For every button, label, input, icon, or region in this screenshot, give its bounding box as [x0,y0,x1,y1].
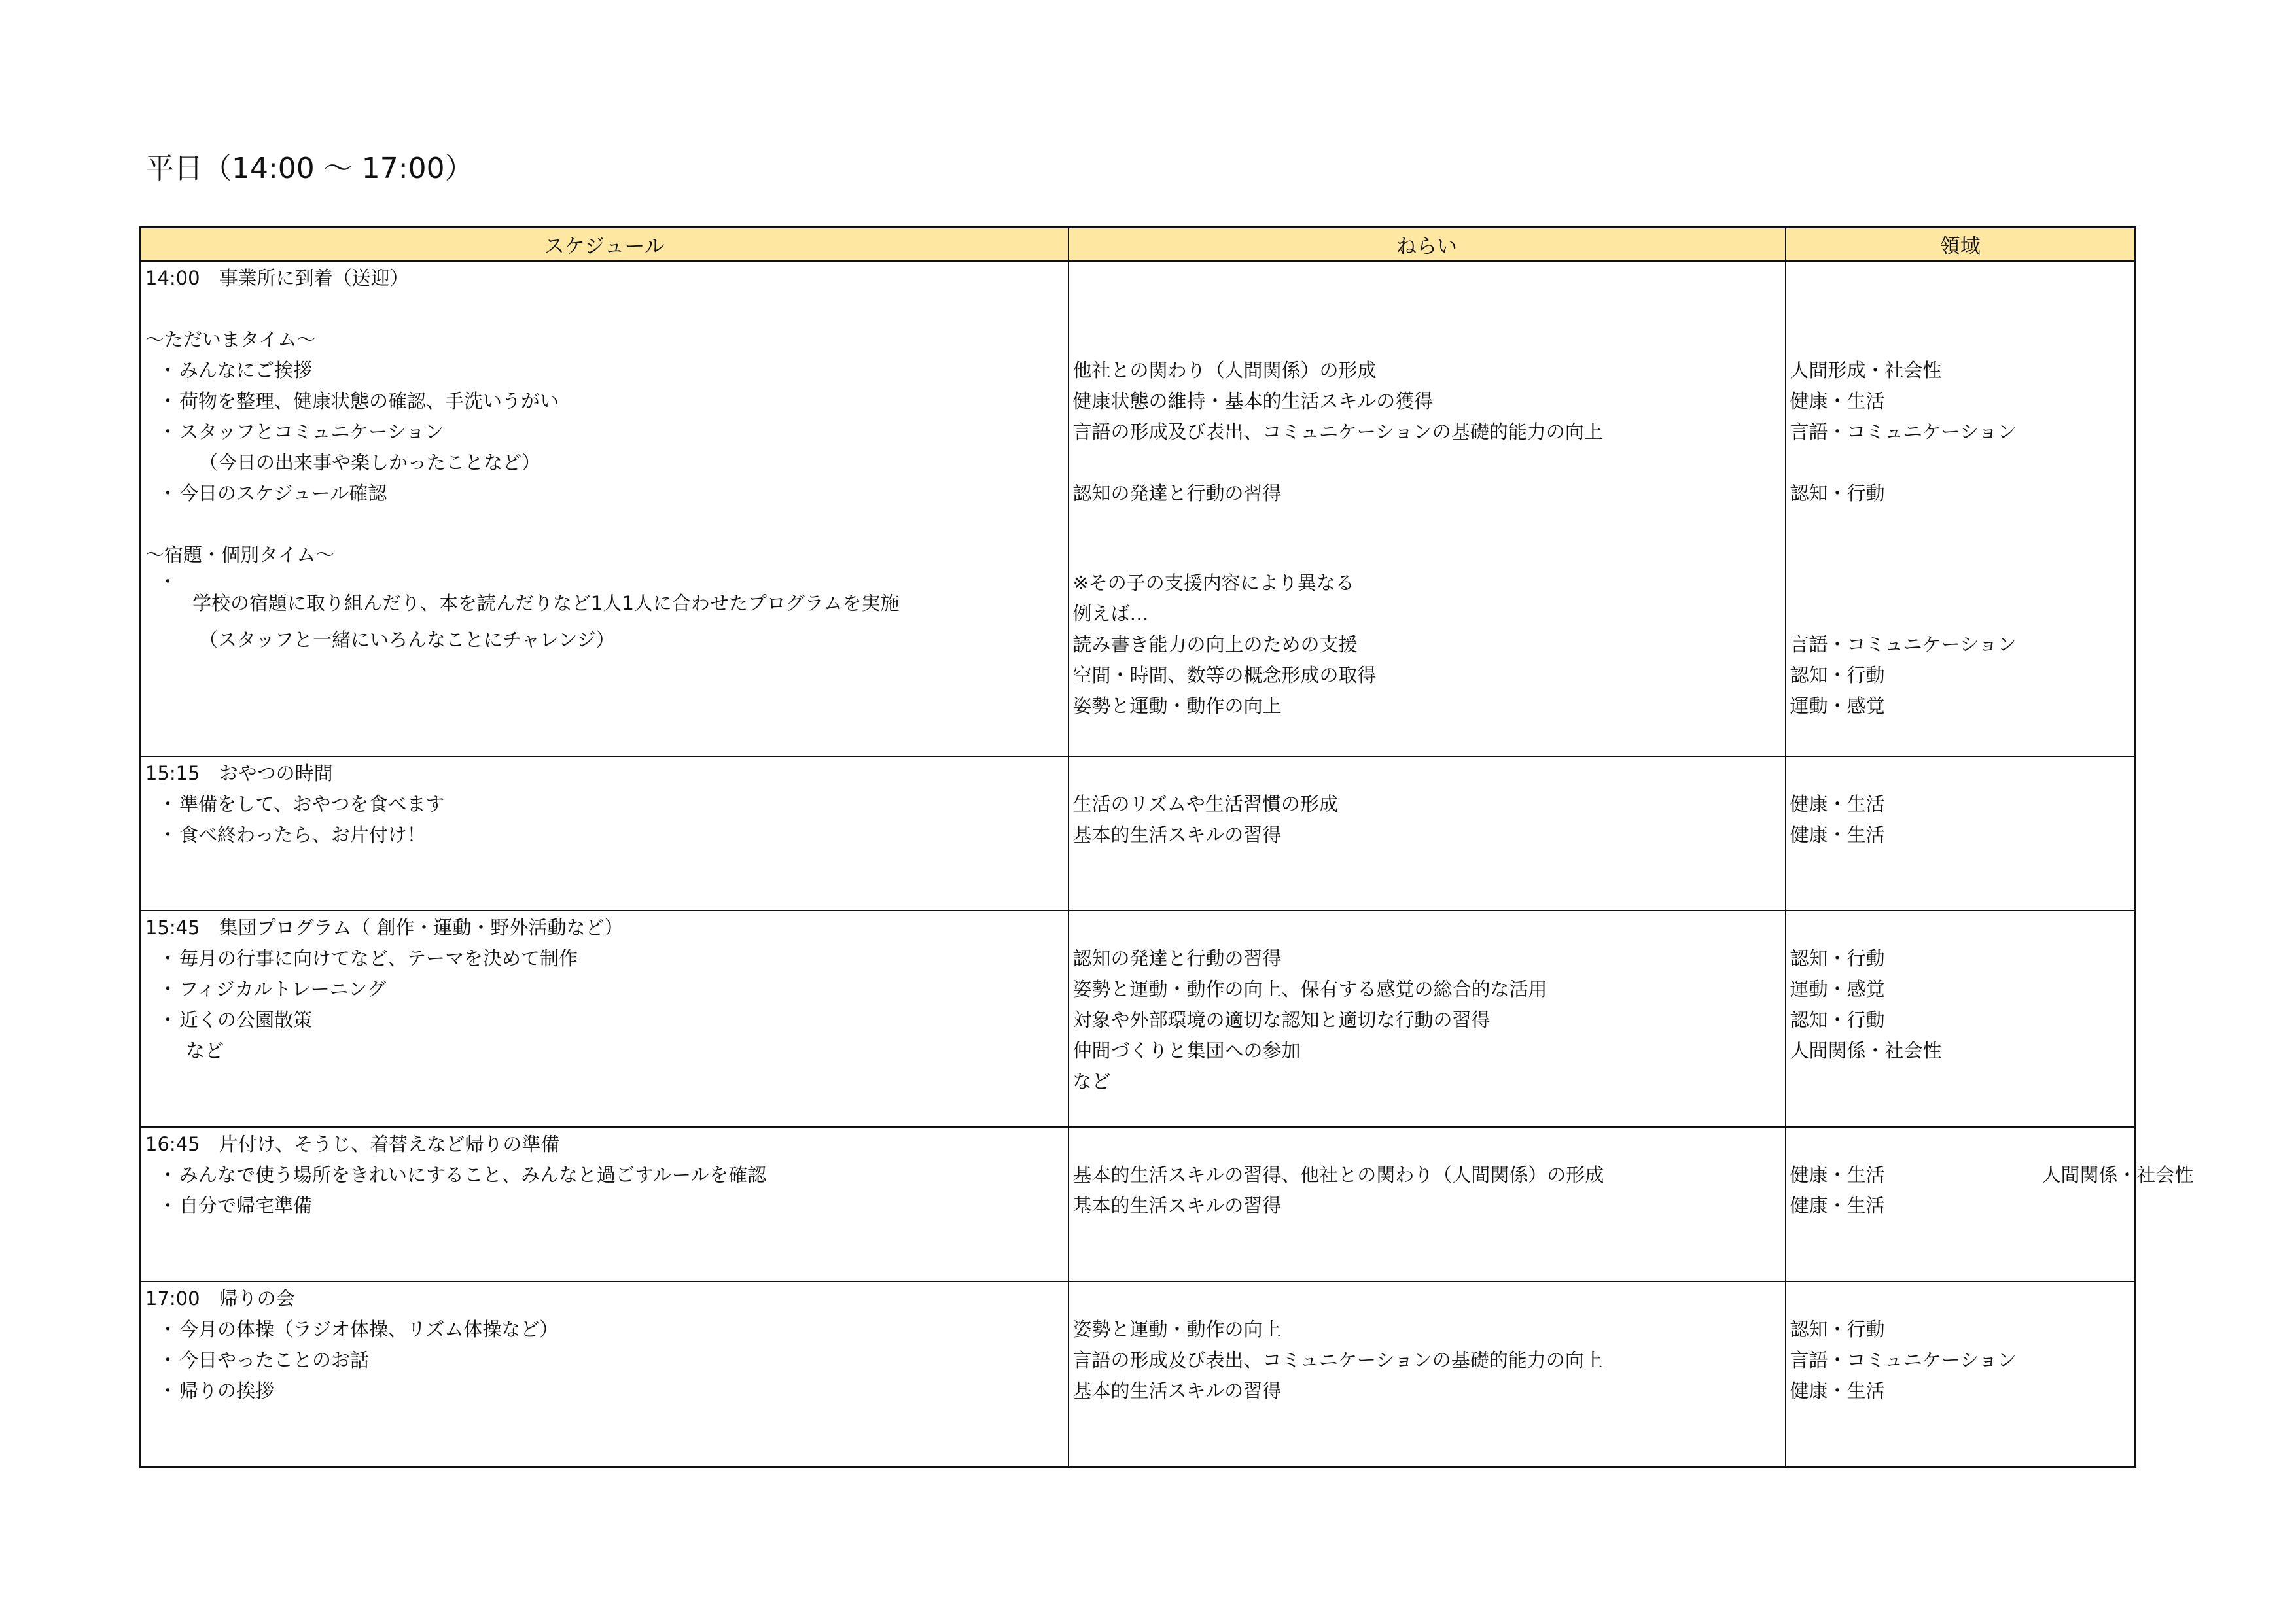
domain-item: 運動・感覚 [1790,977,1885,1000]
domain-item: 健康・生活 [1790,823,1885,846]
aim-item: など [1072,1070,1111,1092]
list-item: 今日のスケジュール確認 [179,482,387,504]
list-item: みんなにご挨拶 [179,359,313,381]
bullet: ・ [158,947,178,969]
table-header-row [141,228,2136,261]
aim-item: ※その子の支援内容により異なる [1072,572,1354,594]
aim-item: 言語の形成及び表出、コミュニケーションの基礎的能力の向上 [1072,421,1603,443]
list-item: 自分で帰宅準備 [179,1194,313,1217]
aim-item: 例えば… [1072,602,1149,625]
list-item: 学校の宿題に取り組んだり、本を読んだりなど1人1人に合わせたプログラムを実施 [192,592,900,614]
bullet: ・ [158,823,178,846]
schedule-cell [141,261,1069,756]
schedule-cell [141,1282,1069,1467]
table-row [141,1127,2136,1282]
domain-item: 健康・生活 [1790,1194,1885,1217]
bullet: ・ [158,1348,178,1371]
domain-item: 人間関係・社会性 [2041,1163,2194,1186]
aim-item: 姿勢と運動・動作の向上 [1072,695,1282,717]
domain-item: 言語・コミュニケーション [1790,1348,2017,1371]
schedule-cell [141,1127,1069,1282]
bullet: ・ [158,1318,178,1340]
page-title: 平日（14:00 ～ 17:00） [145,152,474,185]
table-row [141,911,2136,1127]
bullet: ・ [158,421,178,443]
aim-item: 基本的生活スキルの習得 [1072,1379,1282,1402]
domain-item: 運動・感覚 [1790,695,1885,717]
list-item: 近くの公園散策 [179,1008,313,1031]
schedule-cell [141,756,1069,911]
schedule-cell [141,911,1069,1127]
list-item: 食べ終わったら、お片付け！ [179,823,426,846]
bullet: ・ [158,1008,178,1031]
list-item-note: （スタッフと一緒にいろんなことにチャレンジ） [199,629,615,651]
table-row [141,756,2136,911]
aim-item: 基本的生活スキルの習得 [1072,823,1282,846]
domain-item: 認知・行動 [1790,664,1885,686]
domain-item: 認知・行動 [1790,1008,1885,1031]
domain-item: 人間形成・社会性 [1790,359,1942,381]
section-title: ～ただいまタイム～ [145,328,316,351]
bullet: ・ [158,482,178,504]
list-item-note: （今日の出来事や楽しかったことなど） [199,451,541,474]
list-item: スタッフとコミュニケーション [179,421,444,443]
time-label: 15:15 おやつの時間 [145,761,333,784]
domain-item: 健康・生活 [1790,1163,1885,1186]
list-item: 準備をして、おやつを食べます [179,792,445,815]
domain-item: 健康・生活 [1790,390,1885,412]
list-item: 荷物を整理、健康状態の確認、手洗いうがい [179,390,559,412]
domain-item: 言語・コミュニケーション [1790,633,2017,655]
aim-cell [1069,756,1786,911]
domain-cell [1786,1282,2136,1467]
time-label: 14:00 事業所に到着（送迎） [145,267,409,289]
header-schedule: スケジュール [141,228,1069,261]
aim-cell [1069,261,1786,756]
list-item: フィジカルトレーニング [179,977,387,1000]
table-row [141,261,2136,756]
aim-item: 生活のリズムや生活習慣の形成 [1072,792,1338,815]
aim-item: 対象や外部環境の適切な認知と適切な行動の習得 [1072,1008,1491,1031]
list-item: 今月の体操（ラジオ体操、リズム体操など） [179,1318,559,1340]
time-label: 15:45 集団プログラム（ 創作・運動・野外活動など） [145,916,624,939]
aim-item: 基本的生活スキルの習得 [1072,1194,1282,1217]
bullet: ・ [158,570,178,593]
header-aim: ねらい [1069,228,1786,261]
list-item: みんなで使う場所をきれいにすること、みんなと過ごすルールを確認 [179,1163,767,1186]
domain-cell [1786,756,2136,911]
list-item: 今日やったことのお話 [179,1348,370,1371]
aim-item: 言語の形成及び表出、コミュニケーションの基礎的能力の向上 [1072,1348,1603,1371]
aim-item: 健康状態の維持・基本的生活スキルの獲得 [1072,390,1434,412]
aim-item: 他社との関わり（人間関係）の形成 [1072,359,1377,381]
domain-item: 健康・生活 [1790,792,1885,815]
bullet: ・ [158,390,178,412]
aim-cell [1069,1282,1786,1467]
aim-item: 空間・時間、数等の概念形成の取得 [1072,664,1377,686]
aim-item: 姿勢と運動・動作の向上、保有する感覚の総合的な活用 [1072,977,1547,1000]
header-domain: 領域 [1786,228,2136,261]
aim-item: 読み書き能力の向上のための支援 [1072,633,1358,655]
domain-item: 認知・行動 [1790,482,1885,504]
bullet: ・ [158,977,178,1000]
aim-item: 仲間づくりと集団への参加 [1072,1039,1301,1062]
time-label: 16:45 片付け、そうじ、着替えなど帰りの準備 [145,1132,560,1155]
bullet: ・ [158,1379,178,1402]
bullet: ・ [158,359,178,381]
aim-cell [1069,1127,1786,1282]
list-item: 帰りの挨拶 [179,1379,275,1402]
list-tail: など [186,1039,224,1062]
aim-item: 認知の発達と行動の習得 [1072,947,1282,969]
aim-item: 基本的生活スキルの習得、他社との関わり（人間関係）の形成 [1072,1163,1604,1186]
domain-cell [1786,1127,2194,1282]
domain-cell [1786,911,2136,1127]
domain-item: 認知・行動 [1790,1318,1885,1340]
domain-item: 人間関係・社会性 [1790,1039,1942,1062]
list-item: 毎月の行事に向けてなど、テーマを決めて制作 [179,947,578,969]
section-title: ～宿題・個別タイム～ [145,544,335,566]
aim-item: 姿勢と運動・動作の向上 [1072,1318,1282,1340]
bullet: ・ [158,1194,178,1217]
domain-item: 言語・コミュニケーション [1790,421,2017,443]
domain-item: 認知・行動 [1790,947,1885,969]
aim-cell [1069,911,1786,1127]
domain-item: 健康・生活 [1790,1379,1885,1402]
schedule-table [139,226,2194,1468]
time-label: 17:00 帰りの会 [145,1287,295,1310]
domain-cell [1786,261,2136,756]
aim-item: 認知の発達と行動の習得 [1072,482,1282,504]
bullet: ・ [158,792,178,815]
table-row [141,1282,2136,1467]
bullet: ・ [158,1163,178,1186]
